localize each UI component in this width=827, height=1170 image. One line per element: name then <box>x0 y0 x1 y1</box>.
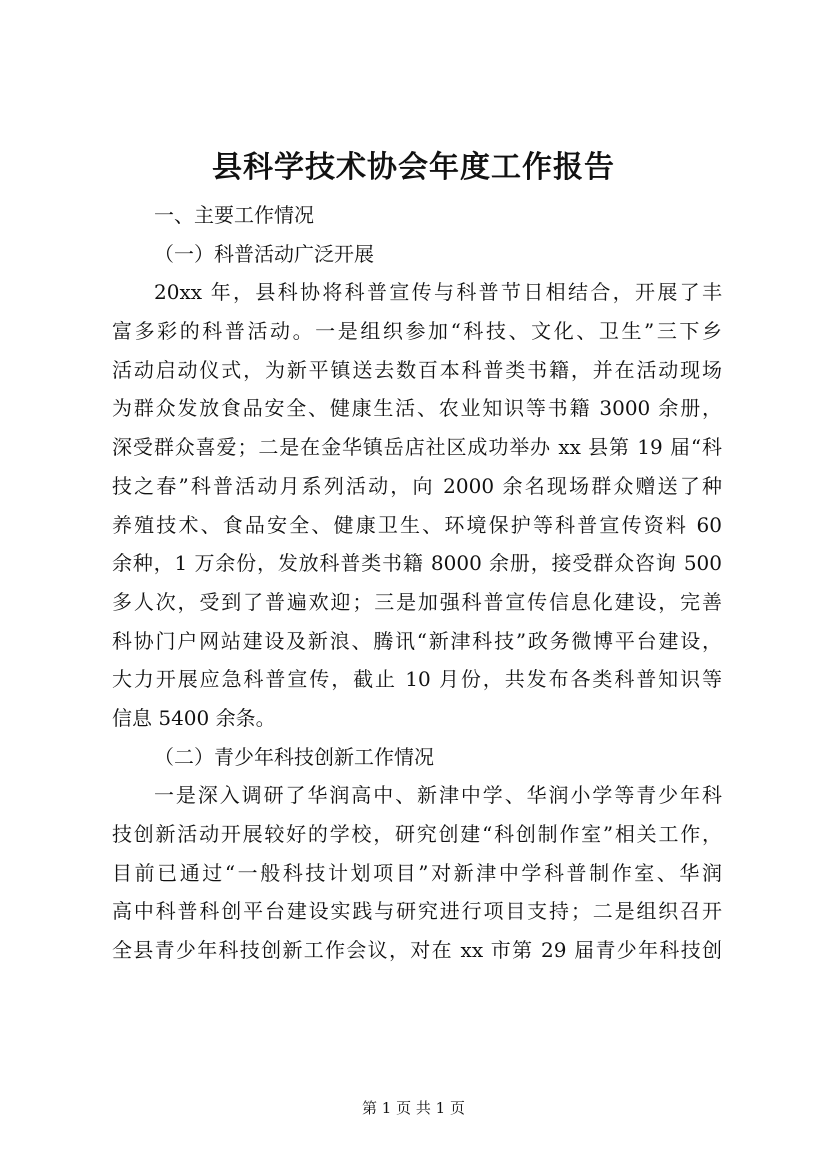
paragraph-line: 余种，1 万余份，发放科普类书籍 8000 余册，接受群众咨询 500 <box>112 551 722 576</box>
paragraph-line: 技创新活动开展较好的学校，研究创建“科创制作室”相关工作， <box>112 822 722 846</box>
subsection-heading: （一）科普活动广泛开展 <box>154 241 374 266</box>
paragraph-line: 目前已通过“一般科技计划项目”对新津中学科普制作室、华润 <box>112 860 722 885</box>
document-body <box>112 196 722 970</box>
paragraph-line: 高中科普科创平台建设实践与研究进行项目支持；二是组织召开 <box>112 899 722 924</box>
paragraph-line: 大力开展应急科普宣传，截止 10 月份，共发布各类科普知识等 <box>112 667 722 692</box>
page-footer: 第 1 页 共 1 页 <box>362 1099 465 1117</box>
paragraph-line: 科协门户网站建设及新浪、腾讯“新津科技”政务微博平台建设， <box>112 628 722 653</box>
paragraph-line: 养殖技术、食品安全、健康卫生、环境保护等科普宣传资料 60 <box>112 512 722 537</box>
paragraph-line: 活动启动仪式，为新平镇送去数百本科普类书籍，并在活动现场 <box>112 357 722 382</box>
paragraph-line: 全县青少年科技创新工作会议，对在 xx 市第 29 届青少年科技创 <box>112 938 722 963</box>
section-heading: 一、主要工作情况 <box>154 203 314 227</box>
paragraph-line: 技之春”科普活动月系列活动，向 2000 余名现场群众赠送了种 <box>112 473 722 498</box>
paragraph-line: 信息 5400 余条。 <box>112 705 276 730</box>
paragraph-line: 富多彩的科普活动。一是组织参加“科技、文化、卫生”三下乡 <box>112 319 722 344</box>
document-title: 县科学技术协会年度工作报告 <box>212 150 615 185</box>
paragraph-line: 深受群众喜爱；二是在金华镇岳店社区成功举办 xx 县第 19 届“科 <box>112 435 722 460</box>
paragraph-line: 一是深入调研了华润高中、新津中学、华润小学等青少年科 <box>154 783 722 808</box>
paragraph-line: 为群众发放食品安全、健康生活、农业知识等书籍 3000 余册， <box>112 396 722 421</box>
paragraph-line: 20xx 年，县科协将科普宣传与科普节日相结合，开展了丰 <box>154 280 722 305</box>
subsection-heading: （二）青少年科技创新工作情况 <box>154 744 434 769</box>
paragraph-line: 多人次，受到了普遍欢迎；三是加强科普宣传信息化建设，完善 <box>112 589 722 614</box>
